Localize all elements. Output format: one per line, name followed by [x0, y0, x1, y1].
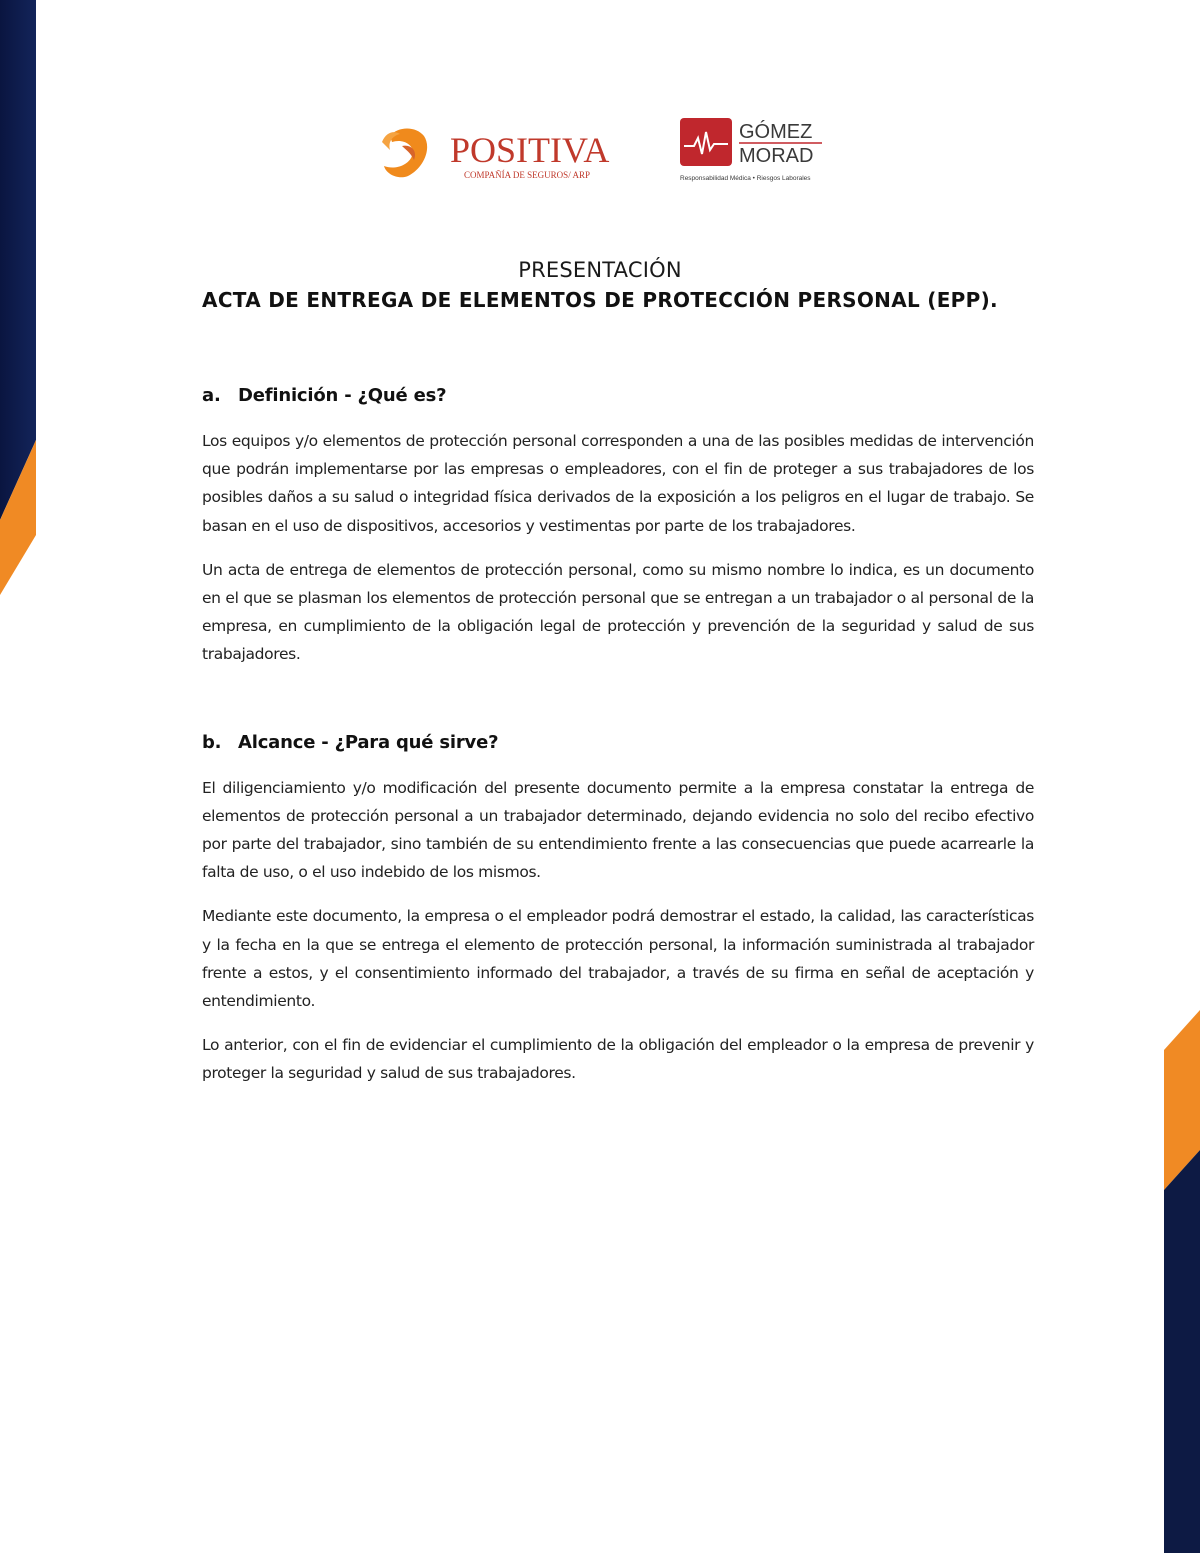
section-scope: [202, 730, 1034, 1088]
paragraph: El diligenciamiento y/o modificación del presente documento permite a la empresa constatar la entrega de elementos de protección personal a un trabajador determinado, dejando evidencia no solo del recibo efectivo por parte del trabajador, sino también de su entendimiento frente a las consecuencias que puede acarrearle la falta de uso, o el uso indebido de los mismos.: [202, 778, 1034, 882]
positiva-tagline: COMPAÑÍA DE SEGUROS/ ARP: [464, 170, 590, 180]
paragraph: Un acta de entrega de elementos de protección personal, como su mismo nombre lo indica, es un documento en el que se plasman los elementos de protección personal que se entregan a un trabajador o al personal de la empresa, en cumplimiento de la obligación legal de protección y prevención de la seguridad y salud de sus trabajadores.: [202, 560, 1034, 664]
section-heading-text: Alcance - ¿Para qué sirve?: [238, 731, 499, 753]
section-heading: [202, 383, 1034, 409]
right-corner-decoration: [1164, 1010, 1200, 1553]
section-marker: a.: [202, 385, 221, 406]
positiva-logo: [380, 122, 620, 186]
section-marker: b.: [202, 731, 222, 753]
gomez-morad-logo: [680, 114, 830, 186]
paragraph: Lo anterior, con el fin de evidenciar el cumplimiento de la obligación del empleador o la empresa de prevenir y proteger la seguridad y salud de sus trabajadores.: [202, 1036, 1034, 1083]
page-subtitle: ACTA DE ENTREGA DE ELEMENTOS DE PROTECCIÓN PERSONAL (EPP).: [202, 288, 998, 312]
svg-text:GÓMEZ: GÓMEZ: [739, 121, 813, 143]
paragraph: Los equipos y/o elementos de protección personal corresponden a una de las posibles medidas de intervención que podrán implementarse por las empresas o empleadores, con el fin de proteger a sus trabajadores de los posibles daños a su salud o integridad física derivados de la exposición a los peligros en el lugar de trabajo. Se basan en el uso de dispositivos, accesorios y vestimentas por parte de los trabajadores.: [202, 432, 1034, 535]
svg-text:MORAD: MORAD: [739, 145, 814, 167]
section-heading-text: Definición - ¿Qué es?: [238, 385, 447, 406]
logo-bar: [0, 112, 1200, 192]
section-definition: [202, 383, 1034, 669]
svg-text:Responsabilidad Médica • Riesg: Responsabilidad Médica • Riesgos Laborales: [680, 175, 811, 182]
document-title-block: [0, 256, 1200, 316]
paragraph: Mediante este documento, la empresa o el empleador podrá demostrar el estado, la calidad, las características y la fecha en la que se entrega el elemento de protección personal, la información suministrada al trabajador frente a estos, y el consentimiento informado del trabajador, a través de su firma en señal de aceptación y entendimiento.: [202, 907, 1034, 1011]
positiva-wordmark: POSITIVA: [450, 130, 610, 170]
page-title: PRESENTACIÓN: [518, 258, 682, 282]
document-body: [202, 383, 1034, 1088]
section-heading: [202, 730, 1034, 756]
